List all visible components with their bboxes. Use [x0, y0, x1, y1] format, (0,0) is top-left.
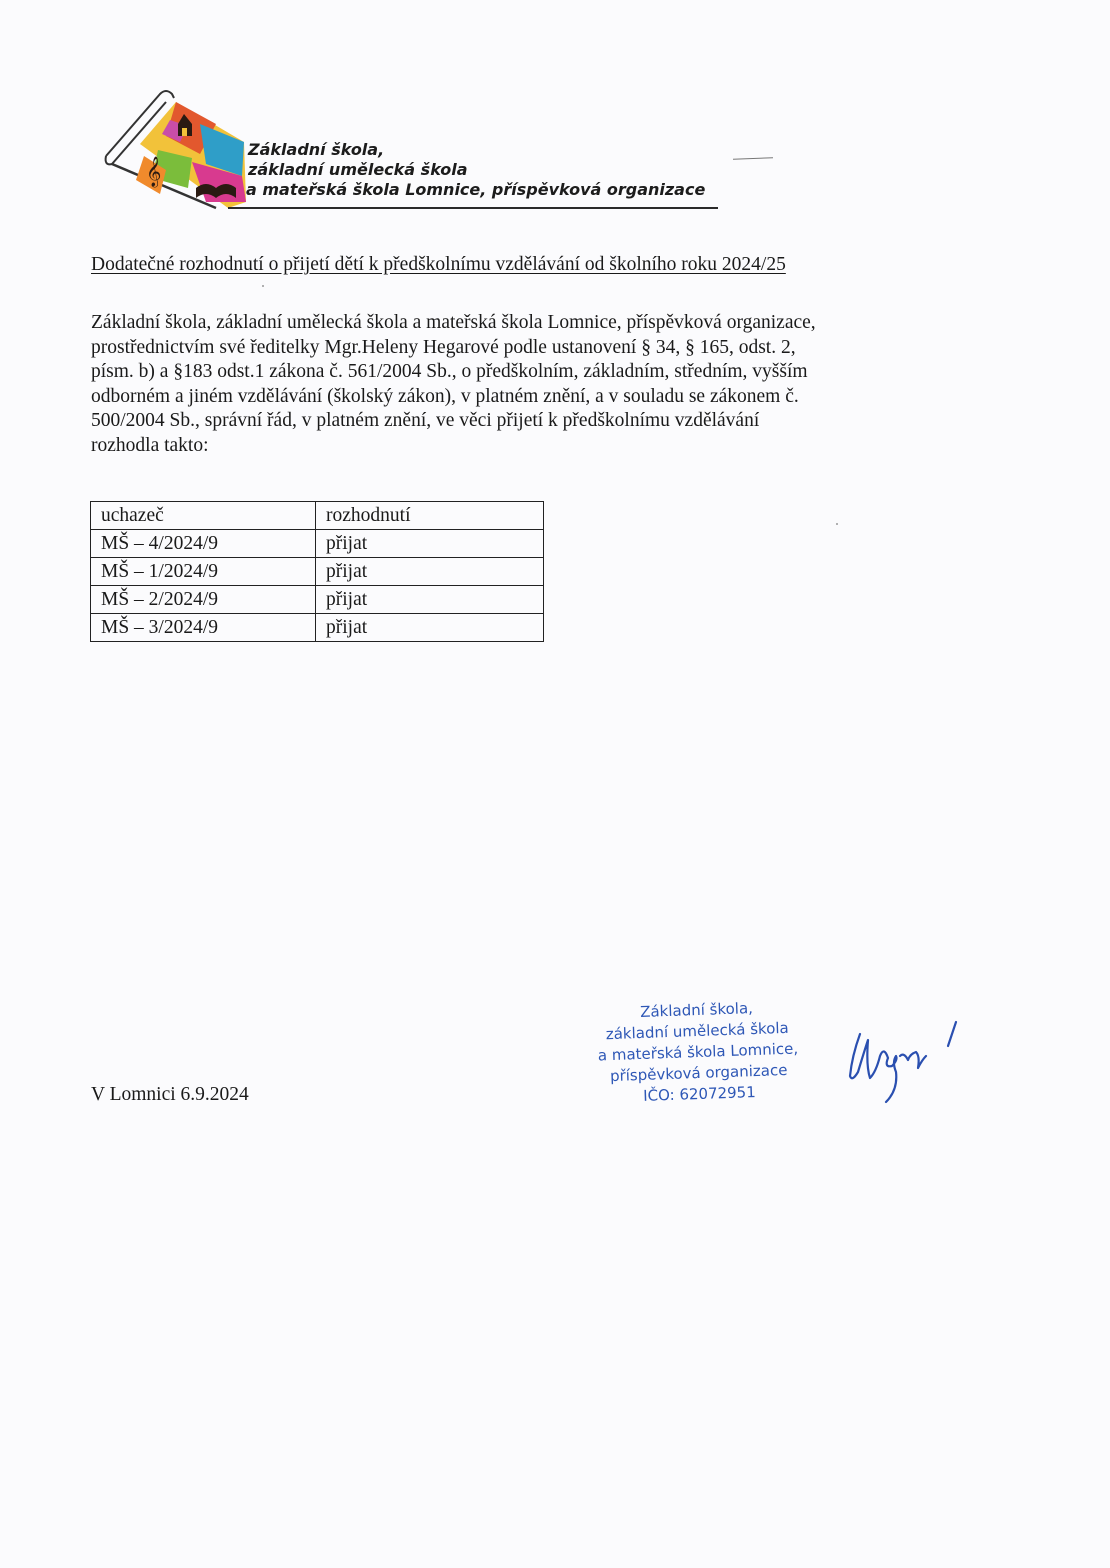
- decision-cell: přijat: [316, 558, 544, 586]
- stamp-line: základní umělecká škola: [605, 1018, 789, 1044]
- letterhead-divider: [228, 207, 718, 209]
- paragraph-line: písm. b) a §183 odst.1 zákona č. 561/2004 Sb., o předškolním, základním, středním, vyšším: [91, 361, 808, 382]
- document-title: Dodatečné rozhodnutí o přijetí dětí k předškolnímu vzdělávání od školního roku 2024/25: [91, 254, 786, 275]
- stamp-line: a mateřská škola Lomnice,: [597, 1039, 799, 1065]
- letterhead-line-1: Základní škola,: [248, 140, 385, 159]
- school-logo: [96, 84, 256, 216]
- decision-cell: přijat: [316, 586, 544, 614]
- applicant-cell: MŠ – 4/2024/9: [91, 530, 316, 558]
- scan-speck: [836, 523, 838, 525]
- stamp-line: příspěvková organizace: [609, 1060, 788, 1086]
- scan-speck: [262, 285, 264, 287]
- decision-cell: přijat: [316, 530, 544, 558]
- table-row: [91, 558, 544, 586]
- table-row: [91, 530, 544, 558]
- paragraph-line: 500/2004 Sb., správní řád, v platném znění, ve věci přijetí k předškolnímu vzdělávání: [91, 410, 760, 431]
- table-header-row: [91, 502, 544, 530]
- paragraph-line: odborném a jiném vzdělávání (školský zákon), v platném znění, a v souladu se zákonem č.: [91, 385, 799, 407]
- decision-table: [90, 501, 544, 642]
- scan-mark: [733, 157, 773, 159]
- paragraph-line: rozhodla takto:: [91, 434, 209, 456]
- table-row: [91, 614, 544, 642]
- paragraph-line: Základní škola, základní umělecká škola a mateřská škola Lomnice, příspěvková organizace,: [91, 312, 816, 333]
- decision-cell: přijat: [316, 614, 544, 642]
- column-header-applicant: uchazeč: [91, 502, 316, 530]
- paragraph-line: prostřednictvím své ředitelky Mgr.Heleny Hegarové podle ustanovení § 34, § 165, odst. 2,: [91, 336, 796, 358]
- place-and-date: V Lomnici 6.9.2024: [91, 1084, 249, 1105]
- applicant-cell: MŠ – 2/2024/9: [91, 586, 316, 614]
- letterhead: [246, 140, 716, 200]
- applicant-cell: MŠ – 3/2024/9: [91, 614, 316, 642]
- table-row: [91, 586, 544, 614]
- column-header-decision: rozhodnutí: [316, 502, 544, 530]
- applicant-cell: MŠ – 1/2024/9: [91, 558, 316, 586]
- letterhead-line-2: základní umělecká škola: [248, 160, 468, 179]
- stamp-line: IČO: 62072951: [642, 1083, 757, 1105]
- decision-paragraph: [91, 311, 816, 458]
- svg-text:𝄞: 𝄞: [146, 157, 162, 187]
- letterhead-line-3: a mateřská škola Lomnice, příspěvková organizace: [246, 180, 706, 199]
- school-stamp: [546, 995, 849, 1110]
- stamp-line: Základní škola,: [639, 999, 754, 1021]
- handwritten-signature: [838, 1016, 968, 1110]
